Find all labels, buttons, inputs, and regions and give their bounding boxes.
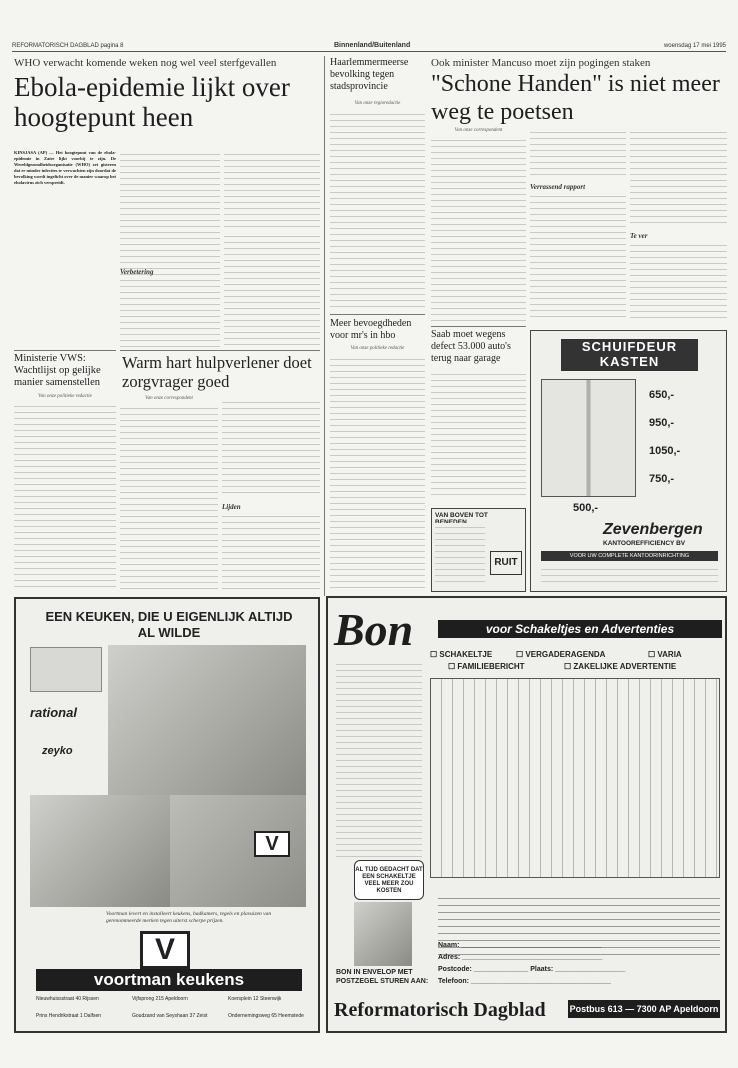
price-2: 950,- — [649, 417, 675, 429]
bon-stamp: AL TIJD GEDACHT DAT EEN SCHAKELTJE VEEL MEER ZOU KOSTEN — [354, 860, 424, 900]
store-1: Nieuwhuissstraat 40 Rijssen — [36, 996, 99, 1002]
store-5: Goudzand van Seyshaan 37 Zeist — [132, 1013, 208, 1019]
bon-person-photo — [354, 902, 412, 966]
mancuso-body-4 — [630, 128, 727, 228]
mancuso-subhead-2: Te ver — [630, 232, 648, 240]
page-header — [12, 42, 726, 52]
price-4: 750,- — [649, 473, 675, 485]
ebola-subhead: Verbetering — [120, 268, 154, 276]
kitchen-photo-2 — [30, 795, 170, 907]
bon-subtitle: voor Schakeltjes en Advertenties — [438, 620, 722, 638]
haarlemmermeer-headline: Haarlemmermeerse bevolking tegen stadsprovincie — [330, 57, 409, 92]
ad-bon — [326, 596, 727, 1033]
ad-kasten-title: SCHUIFDEUR KASTEN — [561, 339, 698, 371]
option-familiebericht[interactable]: ☐ FAMILIEBERICHT — [448, 662, 525, 671]
saab-headline: Saab moet wegens defect 53.000 auto's terug naar garage — [431, 329, 511, 364]
zorg-body-1 — [120, 404, 218, 590]
bon-details — [438, 892, 720, 960]
voortman-v-small-icon: V — [254, 831, 290, 857]
ad-intro-text — [30, 647, 102, 692]
zevenbergen-addresses — [541, 565, 718, 587]
header-left: REFORMATORISCH DAGBLAD pagina 8 — [12, 43, 124, 49]
zevenbergen-slogan: VOOR UW COMPLETE KANTOORINRICHTING — [541, 551, 718, 561]
mancuso-headline: "Schone Handen" is niet meer weg te poetsen — [431, 71, 720, 125]
store-2: Vijfsprong 215 Apeldoorn — [132, 996, 188, 1002]
field-adres: Adres: ____________________________________ — [438, 954, 603, 961]
ebola-kicker: WHO verwacht komende weken nog wel veel sterfgevallen — [14, 57, 277, 69]
mancuso-byline: Van onze correspondent — [454, 128, 503, 133]
option-varia[interactable]: ☐ VARIA — [648, 650, 682, 659]
ad-van-boven-logo: RUIT — [490, 551, 522, 575]
zorg-body-2 — [222, 398, 320, 498]
store-4: Prins Hendrikstraat 1 Dalfsen — [36, 1013, 102, 1019]
bon-postbus: Postbus 613 — 7300 AP Apeldoorn — [568, 1000, 720, 1018]
bon-character-grid[interactable] — [430, 678, 720, 878]
hbo-byline: Van onze politieke redactie — [350, 346, 405, 351]
store-3: Koersplein 12 Steenwijk — [228, 996, 282, 1002]
saab-body — [431, 370, 526, 500]
price-1: 650,- — [649, 389, 675, 401]
zorg-byline: Van onze correspondent — [145, 396, 193, 401]
field-naam: Naam: ____________________________________ — [438, 942, 602, 949]
mancuso-body-5 — [630, 241, 727, 322]
rational-logo: rational — [30, 705, 77, 720]
haarlemmermeer-byline: Van onze regioredactie — [354, 101, 401, 106]
haarlemmermeer-body — [330, 110, 425, 308]
bon-envelope-text: BON IN ENVELOP MET POSTZEGEL STUREN AAN: — [336, 969, 429, 985]
zorg-body-3 — [222, 512, 320, 590]
mancuso-kicker: Ook minister Mancuso moet zijn pogingen staken — [431, 57, 651, 69]
vws-body — [14, 402, 116, 592]
ebola-lead-column — [14, 150, 116, 350]
field-postcode: Postcode: ______________ Plaats: __________________ — [438, 966, 626, 973]
option-zakelijke-advertentie[interactable]: ☐ ZAKELIJKE ADVERTENTIE — [564, 662, 677, 671]
hbo-headline: Meer bevoegdheden voor mr's in hbo — [330, 318, 412, 341]
zevenbergen-logo: Zevenbergen — [603, 521, 703, 538]
mancuso-subhead: Verrassend rapport — [530, 183, 586, 191]
kitchen-photo-1 — [108, 645, 306, 795]
mancuso-body-2 — [530, 128, 626, 180]
voortman-brand: voortman keukens — [36, 969, 302, 991]
header-section: Binnenland/Buitenland — [334, 42, 411, 49]
zorg-subhead: Lijden — [222, 503, 241, 511]
option-vergaderagenda[interactable]: ☐ VERGADERAGENDA — [516, 650, 606, 659]
zevenbergen-subtitle: KANTOOREFFICIENCY BV — [603, 540, 686, 547]
ebola-headline: Ebola-epidemie lijkt over hoogtepunt heen — [14, 72, 290, 132]
ebola-lead: KINSJASA (AP) — Het hoogtepunt van de ebola-epidemie in Zaïre lijkt voorbij te zijn. De Wereldgezondheidsorganisatie (WHO) zei gisteren dat er minder infecties te verwachten zijn doordat de bevolking wordt ingelicht over de manier waarop het ebolavirus zich verspreidt. — [14, 150, 116, 185]
divider — [14, 350, 116, 351]
ad-keukens-title: EEN KEUKEN, DIE U EIGENLIJK ALTIJD AL WILDE — [45, 609, 293, 640]
option-schakeltje[interactable]: ☐ SCHAKELTJE — [430, 650, 493, 659]
kast-illustration — [541, 379, 636, 497]
ebola-body-col-3 — [224, 150, 320, 230]
ad-van-boven-title: VAN BOVEN TOT — [435, 512, 488, 519]
ad-van-boven — [431, 508, 526, 592]
divider — [431, 326, 526, 327]
zeyko-logo: zeyko — [42, 745, 73, 757]
vws-headline: Ministerie VWS: Wachtlijst op gelijke manier samenstellen — [14, 353, 101, 388]
ad-keukens-caption: Voortman levert en installeert keukens, badkamers, tegels en plavuizen van gerenommeerde merken tegen uiterst scherpe prijzen. — [106, 911, 272, 924]
bon-instructions — [336, 660, 422, 860]
hbo-body — [330, 355, 425, 591]
voortman-v-logo-icon: V — [140, 931, 190, 969]
mancuso-body-1 — [431, 136, 526, 322]
divider — [330, 314, 425, 315]
store-6: Ondernemingsweg 65 Heemstede — [228, 1013, 304, 1019]
ad-kasten — [530, 330, 727, 592]
zorg-headline: Warm hart hulpverlener doet zorgvrager goed — [122, 353, 312, 391]
price-3: 1050,- — [649, 445, 681, 457]
ad-keukens — [14, 597, 320, 1033]
field-telefoon: Telefoon: ____________________________________ — [438, 978, 612, 985]
bon-footer-brand: Reformatorisch Dagblad — [334, 999, 546, 1021]
vws-byline: Van onze politieke redactie — [38, 394, 92, 399]
mancuso-body-3 — [530, 192, 626, 322]
divider — [120, 350, 320, 351]
ebola-body-col-2 — [120, 150, 220, 350]
ebola-body-col-4 — [224, 232, 320, 350]
price-5: 500,- — [573, 502, 599, 514]
header-date: woensdag 17 mei 1995 — [663, 43, 726, 49]
column-rule — [324, 56, 325, 596]
bon-title: Bon — [334, 604, 414, 655]
